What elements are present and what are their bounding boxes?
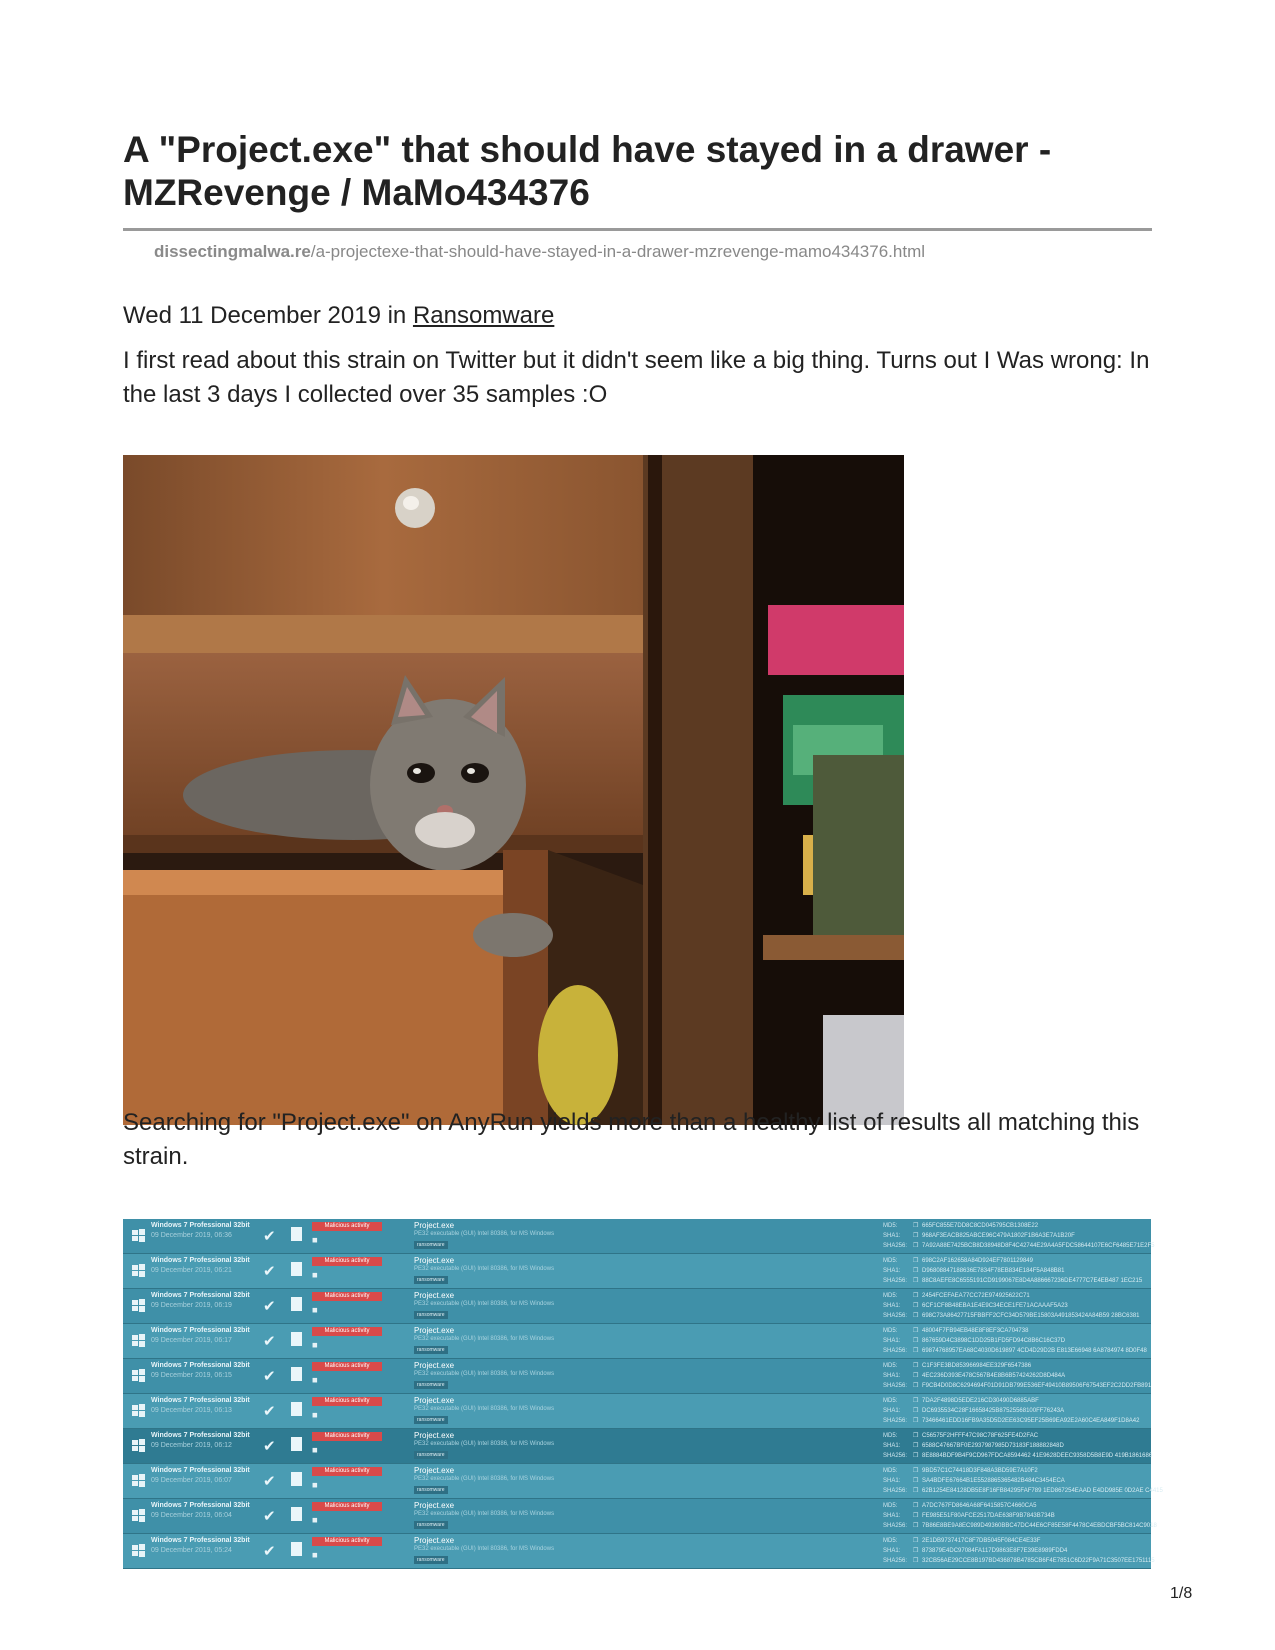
- process-description: PE32 executable (GUI) Intel 80386, for MS Windows: [414, 1301, 555, 1307]
- hash-value: 8E8884BDF9B4F9CD967FDCA8594462 41E9628DEEC9358D5B8E9D 419B1861686: [922, 1453, 1153, 1459]
- hash-line: [883, 1511, 1157, 1521]
- copy-icon[interactable]: ❐: [913, 1303, 919, 1309]
- hash-list: [883, 1396, 1139, 1426]
- hash-key: SHA256:: [883, 1348, 908, 1354]
- copy-icon[interactable]: ❐: [913, 1513, 919, 1519]
- hash-line: [883, 1546, 1155, 1556]
- url-path: /a-projectexe-that-should-have-stayed-in-a-drawer-mzrevenge-mamo434376.html: [310, 242, 926, 261]
- hash-list: [883, 1221, 1155, 1251]
- network-icon: ◼: [312, 1447, 318, 1454]
- copy-icon[interactable]: ❐: [913, 1433, 919, 1439]
- page-number: 1/8: [1170, 1585, 1193, 1602]
- copy-icon[interactable]: ❐: [913, 1453, 919, 1459]
- result-row[interactable]: [123, 1289, 1151, 1324]
- hash-key: SHA256:: [883, 1243, 908, 1249]
- copy-icon[interactable]: ❐: [913, 1548, 919, 1554]
- category-link[interactable]: Ransomware: [412, 302, 555, 329]
- result-row[interactable]: [123, 1429, 1151, 1464]
- hash-line: [883, 1536, 1155, 1546]
- windows-icon: [132, 1439, 145, 1452]
- process-name[interactable]: Project.exe: [414, 1396, 455, 1405]
- process-description: PE32 executable (GUI) Intel 80386, for MS Windows: [414, 1546, 555, 1552]
- hash-line: [883, 1266, 1142, 1276]
- hash-value: 698C2AF162658A84D924EF7801129849: [922, 1258, 1033, 1264]
- hash-key: SHA256:: [883, 1418, 908, 1424]
- source-url[interactable]: [154, 242, 925, 262]
- hash-value: F9CB4D0D8C6294694F01D91DB799E536EF49410B89506F67543EF2C2DD2FB891: [922, 1383, 1152, 1389]
- hash-value: D96808847188636E7834F78EB834E184F5A848B81: [922, 1268, 1065, 1274]
- hash-value: 6588C47667BF0E2937987985D73183F188882848D: [922, 1443, 1064, 1449]
- result-row[interactable]: [123, 1534, 1155, 1569]
- hash-line: [883, 1361, 1151, 1371]
- malicious-badge: Malicious activity: [312, 1432, 382, 1441]
- task-date: 09 December 2019, 05:24: [151, 1547, 232, 1554]
- network-icon: ◼: [312, 1552, 318, 1559]
- malicious-badge: Malicious activity: [312, 1292, 382, 1301]
- process-name[interactable]: Project.exe: [414, 1291, 455, 1300]
- title-divider: [123, 228, 1152, 231]
- hash-key: MD5:: [883, 1328, 898, 1334]
- process-name[interactable]: Project.exe: [414, 1431, 455, 1440]
- hash-list: [883, 1501, 1157, 1531]
- task-date: 09 December 2019, 06:19: [151, 1302, 232, 1309]
- process-name[interactable]: Project.exe: [414, 1221, 455, 1230]
- url-domain: dissectingmalwa.re: [154, 242, 311, 261]
- hash-value: C1F3FE3BD853966984EE329F6547386: [922, 1363, 1032, 1369]
- copy-icon[interactable]: ❐: [913, 1398, 919, 1404]
- anyrun-results-list: [123, 1219, 1163, 1564]
- malicious-badge: Malicious activity: [312, 1362, 382, 1371]
- copy-icon[interactable]: ❐: [913, 1418, 919, 1424]
- file-icon: [291, 1297, 302, 1311]
- process-name[interactable]: Project.exe: [414, 1501, 455, 1510]
- hash-key: MD5:: [883, 1538, 898, 1544]
- copy-icon[interactable]: ❐: [913, 1443, 919, 1449]
- ransomware-tag[interactable]: ransomware: [414, 1241, 448, 1249]
- hash-list: [883, 1431, 1152, 1461]
- hash-value: A7DC767FD8646A68F6415857C4660CA5: [922, 1503, 1037, 1509]
- task-date: 09 December 2019, 06:04: [151, 1512, 232, 1519]
- process-name[interactable]: Project.exe: [414, 1361, 455, 1370]
- copy-icon[interactable]: ❐: [913, 1503, 919, 1509]
- windows-icon: [132, 1544, 145, 1557]
- windows-icon: [132, 1334, 145, 1347]
- copy-icon[interactable]: ❐: [913, 1338, 919, 1344]
- hash-key: SHA256:: [883, 1383, 908, 1389]
- copy-icon[interactable]: ❐: [913, 1233, 919, 1239]
- copy-icon[interactable]: ❐: [913, 1313, 919, 1319]
- hash-value: 48004F7FB94EB48E8F8EF3CA704738: [922, 1328, 1029, 1334]
- os-label: Windows 7 Professional 32bit: [151, 1432, 250, 1439]
- malicious-badge: Malicious activity: [312, 1537, 382, 1546]
- copy-icon[interactable]: ❐: [913, 1243, 919, 1249]
- hash-list: [883, 1536, 1155, 1566]
- hash-value: 88C8AEFE8C6555191CD9199067E8D4A886667236DE4777C7E4EB487 1EC215: [922, 1278, 1143, 1284]
- hash-line: [883, 1466, 1163, 1476]
- hash-value: 7A92A88E7425BCB8D38948D8F4C42744E29A4A5FDC58644107E6CF6485E71E2F5: [922, 1243, 1155, 1249]
- os-label: Windows 7 Professional 32bit: [151, 1537, 250, 1544]
- copy-icon[interactable]: ❐: [913, 1558, 919, 1564]
- windows-icon: [132, 1474, 145, 1487]
- copy-icon[interactable]: ❐: [913, 1363, 919, 1369]
- copy-icon[interactable]: ❐: [913, 1523, 919, 1529]
- hash-key: SHA256:: [883, 1313, 908, 1319]
- hash-value: 7DA2F4898D5EDE216CD30490D6885ABF: [922, 1398, 1039, 1404]
- task-date: 09 December 2019, 06:07: [151, 1477, 232, 1484]
- copy-icon[interactable]: ❐: [913, 1468, 919, 1474]
- hash-value: 867659D4C3898C1DD25B1FD5FD94C8B6C16C37D: [922, 1338, 1066, 1344]
- malicious-badge: Malicious activity: [312, 1327, 382, 1336]
- hash-key: SHA1:: [883, 1373, 901, 1379]
- task-date: 09 December 2019, 06:36: [151, 1232, 232, 1239]
- copy-icon[interactable]: ❐: [913, 1223, 919, 1229]
- hash-key: SHA1:: [883, 1303, 901, 1309]
- result-row[interactable]: [123, 1499, 1157, 1534]
- file-icon: [291, 1472, 302, 1486]
- hash-list: [883, 1291, 1140, 1321]
- hash-value: DC6935534C28F16658425B87525568100FF76243A: [922, 1408, 1065, 1414]
- checkmark-icon: ✔: [263, 1473, 276, 1490]
- ransomware-tag[interactable]: ransomware: [414, 1381, 448, 1389]
- hash-value: 7B86E8BE9A8EC989D49360BBC47DC44E6CF85E58F4478C4EBDCBF5BC814C9018: [922, 1523, 1157, 1529]
- file-icon: [291, 1507, 302, 1521]
- hash-line: [883, 1336, 1147, 1346]
- hash-line: [883, 1486, 1163, 1496]
- hash-key: MD5:: [883, 1503, 898, 1509]
- result-row[interactable]: [123, 1219, 1155, 1254]
- hash-key: SHA256:: [883, 1453, 908, 1459]
- hash-key: MD5:: [883, 1468, 898, 1474]
- hash-list: [883, 1326, 1147, 1356]
- hash-line: [883, 1291, 1140, 1301]
- hash-key: MD5:: [883, 1293, 898, 1299]
- copy-icon[interactable]: ❐: [913, 1258, 919, 1264]
- checkmark-icon: ✔: [263, 1263, 276, 1280]
- hash-key: MD5:: [883, 1398, 898, 1404]
- copy-icon[interactable]: ❐: [913, 1538, 919, 1544]
- hash-line: [883, 1521, 1157, 1531]
- hash-line: [883, 1311, 1140, 1321]
- process-description: PE32 executable (GUI) Intel 80386, for MS Windows: [414, 1406, 555, 1412]
- intro-paragraph: I first read about this strain on Twitter but it didn't seem like a big thing. Turns out I Was wrong: In the last 3 days I collected over 35 samples :O: [123, 347, 1150, 408]
- process-description: PE32 executable (GUI) Intel 80386, for MS Windows: [414, 1371, 555, 1377]
- hash-key: SHA256:: [883, 1488, 908, 1494]
- hash-value: 665FC855E7DD8C8CD045795CB1308E22: [922, 1223, 1039, 1229]
- result-row[interactable]: [123, 1254, 1151, 1289]
- file-icon: [291, 1437, 302, 1451]
- copy-icon[interactable]: ❐: [913, 1328, 919, 1334]
- hash-line: [883, 1231, 1155, 1241]
- malicious-badge: Malicious activity: [312, 1467, 382, 1476]
- ransomware-tag[interactable]: ransomware: [414, 1556, 448, 1564]
- hash-key: SHA1:: [883, 1268, 901, 1274]
- process-description: PE32 executable (GUI) Intel 80386, for MS Windows: [414, 1476, 555, 1482]
- post-date: Wed 11 December 2019 in: [123, 302, 407, 329]
- os-label: Windows 7 Professional 32bit: [151, 1467, 250, 1474]
- hash-line: [883, 1241, 1155, 1251]
- network-icon: ◼: [312, 1517, 318, 1524]
- hash-key: SHA256:: [883, 1558, 908, 1564]
- hash-list: [883, 1466, 1163, 1496]
- process-name[interactable]: Project.exe: [414, 1256, 455, 1265]
- copy-icon[interactable]: ❐: [913, 1478, 919, 1484]
- file-icon: [291, 1367, 302, 1381]
- hash-value: 2E1DB9737417C8F7DB5045F084CE4E33F: [922, 1538, 1041, 1544]
- process-description: PE32 executable (GUI) Intel 80386, for MS Windows: [414, 1441, 555, 1447]
- hash-key: SHA1:: [883, 1548, 901, 1554]
- network-icon: ◼: [312, 1412, 318, 1419]
- hash-value: 873879E4DC97084FA117D9863E8F7E39E8989FDD4: [922, 1548, 1068, 1554]
- hash-value: 4EC236D393E478C567B4E8B6B57424262D8D484A: [922, 1373, 1066, 1379]
- hash-value: 698C73A86427715FBBFF2CFC34D579BE15803A491853424A84B59 28BC6381: [922, 1313, 1140, 1319]
- process-description: PE32 executable (GUI) Intel 80386, for MS Windows: [414, 1266, 555, 1272]
- checkmark-icon: ✔: [263, 1228, 276, 1245]
- ransomware-tag[interactable]: ransomware: [414, 1416, 448, 1424]
- hash-line: [883, 1371, 1151, 1381]
- process-name[interactable]: Project.exe: [414, 1326, 455, 1335]
- result-row[interactable]: [123, 1394, 1151, 1429]
- process-description: PE32 executable (GUI) Intel 80386, for MS Windows: [414, 1336, 555, 1342]
- hash-line: [883, 1556, 1155, 1566]
- os-label: Windows 7 Professional 32bit: [151, 1257, 250, 1264]
- hash-value: 69874768957EA68C4030D619897 4CD4D29D2B E813E66948 6A8784974 8D0F48: [922, 1348, 1147, 1354]
- ransomware-tag[interactable]: ransomware: [414, 1311, 448, 1319]
- hash-value: 2454FCEFAEA77CC72E974925622C71: [922, 1293, 1030, 1299]
- hash-line: [883, 1221, 1155, 1231]
- hash-line: [883, 1476, 1163, 1486]
- malicious-badge: Malicious activity: [312, 1257, 382, 1266]
- hash-value: 73466461EDD16FB9A35D5D2EE63C95EF25B69EA92E2A60C4EA849F1D8A42: [922, 1418, 1140, 1424]
- file-icon: [291, 1402, 302, 1416]
- copy-icon[interactable]: ❐: [913, 1373, 919, 1379]
- hash-key: SHA1:: [883, 1338, 901, 1344]
- os-label: Windows 7 Professional 32bit: [151, 1327, 250, 1334]
- file-icon: [291, 1542, 302, 1556]
- os-label: Windows 7 Professional 32bit: [151, 1362, 250, 1369]
- result-row[interactable]: [123, 1359, 1151, 1394]
- hash-value: SA4BDFE67664B1E5528865365482B484C3454ECA: [922, 1478, 1065, 1484]
- hash-key: SHA256:: [883, 1523, 908, 1529]
- hash-line: [883, 1406, 1139, 1416]
- os-label: Windows 7 Professional 32bit: [151, 1292, 250, 1299]
- copy-icon[interactable]: ❐: [913, 1383, 919, 1389]
- search-paragraph: Searching for "Project.exe" on AnyRun yields more than a healthy list of results all matching this strain.: [123, 1109, 1140, 1170]
- ransomware-tag[interactable]: ransomware: [414, 1486, 448, 1494]
- hash-line: [883, 1396, 1139, 1406]
- os-label: Windows 7 Professional 32bit: [151, 1502, 250, 1509]
- hash-line: [883, 1256, 1142, 1266]
- hash-value: 6CF1CF8B48EBA1E4E9C34ECE1FE71ACAAAF5A23: [922, 1303, 1068, 1309]
- checkmark-icon: ✔: [263, 1403, 276, 1420]
- windows-icon: [132, 1264, 145, 1277]
- checkmark-icon: ✔: [263, 1543, 276, 1560]
- ransomware-tag[interactable]: ransomware: [414, 1521, 448, 1529]
- file-icon: [291, 1227, 302, 1241]
- hash-line: [883, 1301, 1140, 1311]
- copy-icon[interactable]: ❐: [913, 1278, 919, 1284]
- task-date: 09 December 2019, 06:17: [151, 1337, 232, 1344]
- windows-icon: [132, 1509, 145, 1522]
- copy-icon[interactable]: ❐: [913, 1268, 919, 1274]
- hash-line: [883, 1501, 1157, 1511]
- article-title: A "Project.exe" that should have stayed in a drawer - MZRevenge / MaMo434376: [123, 129, 1052, 213]
- network-icon: ◼: [312, 1342, 318, 1349]
- checkmark-icon: ✔: [263, 1298, 276, 1315]
- hash-value: 62B1254E84128DB5E8F16FB84295FAF789 1ED867254EAAD E4DD985E 0D2AE C4415: [922, 1488, 1163, 1494]
- process-name[interactable]: Project.exe: [414, 1536, 455, 1545]
- copy-icon[interactable]: ❐: [913, 1293, 919, 1299]
- hash-key: MD5:: [883, 1223, 898, 1229]
- hash-value: 968AF3EACB825ABCE96C479A1802F1B6A3E7A1B20F: [922, 1233, 1075, 1239]
- ransomware-tag[interactable]: ransomware: [414, 1276, 448, 1284]
- hash-line: [883, 1416, 1139, 1426]
- task-date: 09 December 2019, 06:12: [151, 1442, 232, 1449]
- os-label: Windows 7 Professional 32bit: [151, 1397, 250, 1404]
- hash-value: 32CB56AE29CCE8B197BD436878B4785CB6F4E7851C6D22F9A71C3507EE1751115: [922, 1558, 1155, 1564]
- process-description: PE32 executable (GUI) Intel 80386, for MS Windows: [414, 1511, 555, 1517]
- hash-line: [883, 1346, 1147, 1356]
- post-meta: [123, 302, 554, 330]
- task-date: 09 December 2019, 06:13: [151, 1407, 232, 1414]
- hash-line: [883, 1381, 1151, 1391]
- hash-key: SHA1:: [883, 1443, 901, 1449]
- network-icon: ◼: [312, 1482, 318, 1489]
- hash-list: [883, 1361, 1151, 1391]
- network-icon: ◼: [312, 1272, 318, 1279]
- checkmark-icon: ✔: [263, 1438, 276, 1455]
- windows-icon: [132, 1404, 145, 1417]
- result-row[interactable]: [123, 1464, 1163, 1499]
- malicious-badge: Malicious activity: [312, 1397, 382, 1406]
- hash-key: SHA256:: [883, 1278, 908, 1284]
- network-icon: ◼: [312, 1377, 318, 1384]
- windows-icon: [132, 1299, 145, 1312]
- hash-line: [883, 1441, 1152, 1451]
- hash-key: SHA1:: [883, 1513, 901, 1519]
- os-label: Windows 7 Professional 32bit: [151, 1222, 250, 1229]
- hash-line: [883, 1431, 1152, 1441]
- copy-icon[interactable]: ❐: [913, 1488, 919, 1494]
- hash-key: SHA1:: [883, 1233, 901, 1239]
- hash-list: [883, 1256, 1142, 1286]
- ransomware-tag[interactable]: ransomware: [414, 1451, 448, 1459]
- network-icon: ◼: [312, 1237, 318, 1244]
- hash-value: 9BD57C1C74418D3F848A3BD59E7A10F2: [922, 1468, 1038, 1474]
- hash-key: SHA1:: [883, 1478, 901, 1484]
- checkmark-icon: ✔: [263, 1368, 276, 1385]
- hash-key: MD5:: [883, 1433, 898, 1439]
- checkmark-icon: ✔: [263, 1508, 276, 1525]
- result-row[interactable]: [123, 1324, 1151, 1359]
- hash-line: [883, 1276, 1142, 1286]
- windows-icon: [132, 1229, 145, 1242]
- process-name[interactable]: Project.exe: [414, 1466, 455, 1475]
- hash-key: MD5:: [883, 1363, 898, 1369]
- cat-in-drawer-photo: [123, 455, 904, 1125]
- hash-line: [883, 1451, 1152, 1461]
- windows-icon: [132, 1369, 145, 1382]
- ransomware-tag[interactable]: ransomware: [414, 1346, 448, 1354]
- network-icon: ◼: [312, 1307, 318, 1314]
- file-icon: [291, 1332, 302, 1346]
- hash-value: FE985E51F80AFCE2517DAE638F9B7843B734B: [922, 1513, 1055, 1519]
- hash-value: C56575F2HFFF47C98C78F625FE4D2FAC: [922, 1433, 1039, 1439]
- task-date: 09 December 2019, 06:15: [151, 1372, 232, 1379]
- file-icon: [291, 1262, 302, 1276]
- copy-icon[interactable]: ❐: [913, 1348, 919, 1354]
- process-description: PE32 executable (GUI) Intel 80386, for MS Windows: [414, 1231, 555, 1237]
- hash-line: [883, 1326, 1147, 1336]
- hash-key: MD5:: [883, 1258, 898, 1264]
- copy-icon[interactable]: ❐: [913, 1408, 919, 1414]
- checkmark-icon: ✔: [263, 1333, 276, 1350]
- hash-key: SHA1:: [883, 1408, 901, 1414]
- malicious-badge: Malicious activity: [312, 1222, 382, 1231]
- malicious-badge: Malicious activity: [312, 1502, 382, 1511]
- task-date: 09 December 2019, 06:21: [151, 1267, 232, 1274]
